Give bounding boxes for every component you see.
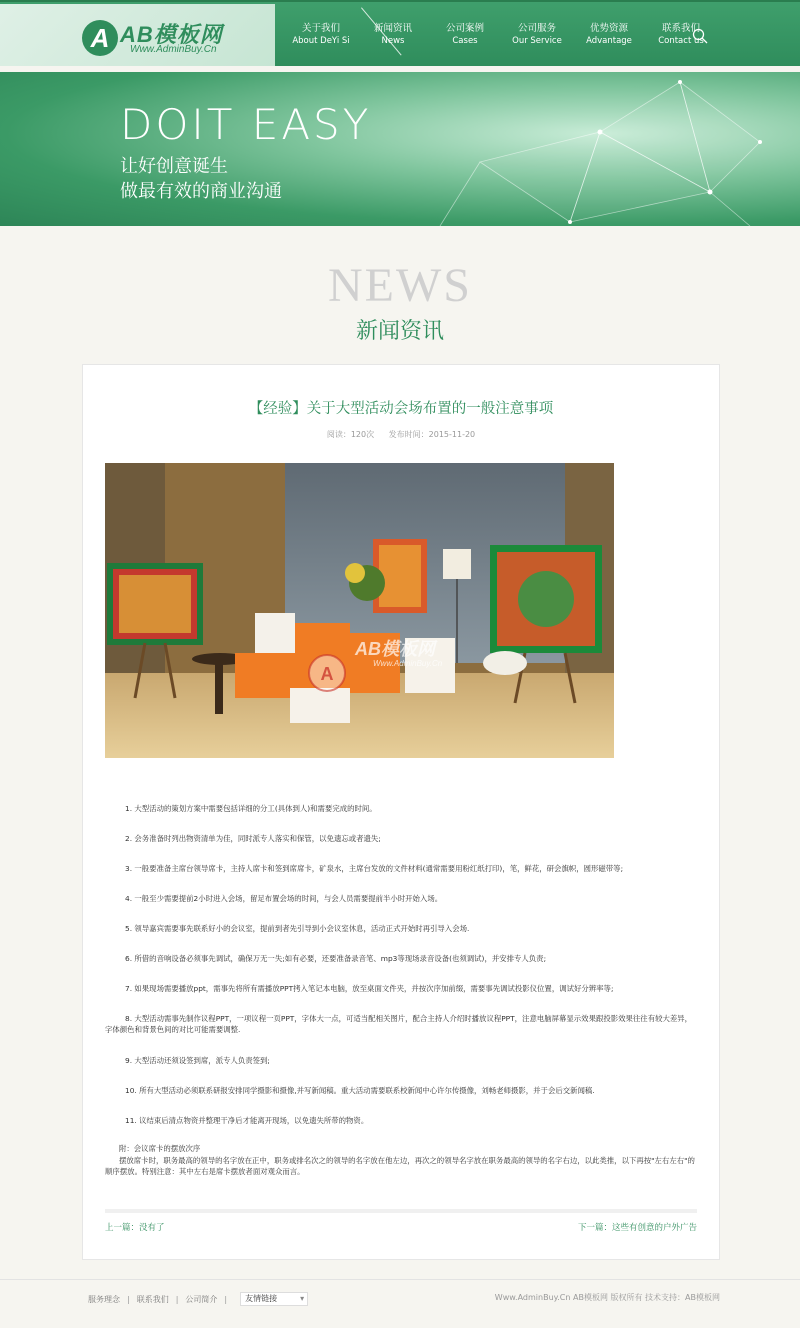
- nav-advantage[interactable]: [573, 2, 645, 66]
- article-paragraph: 11. 议结束后清点物资并整理干净后才能离开现场，以免遗失所带的物资。: [125, 1116, 369, 1125]
- nav-label-zh: 优势资源: [589, 23, 628, 34]
- footer-links: [88, 1292, 308, 1306]
- footer-link-about[interactable]: 公司简介: [185, 1294, 218, 1304]
- article-paragraph: 7. 如果现场需要播放ppt，需事先将所有需播放PPT拷入笔记本电脑，放至桌面文件夹，并按次序加前缀，需要事先调试投影仪位置，调试好分辨率等;: [125, 984, 614, 993]
- article-title: 【经验】关于大型活动会场布置的一般注意事项: [248, 401, 554, 417]
- article-paragraph: 4. 一般至少需要提前2小时进入会场，留足布置会场的时间，与会人员需要提前半小时开始入场。: [125, 894, 443, 903]
- article-paragraph: 8. 大型活动需事先制作议程PPT，一项议程一页PPT，字体大一点，可适当配相关图片，配合主持人介绍时播放议程PPT，注意电脑屏幕显示效果跟投影效果往往有较大差异，字体颜色和背景色间的对比可能需要调整.: [105, 1014, 693, 1034]
- article-image: [105, 463, 614, 758]
- nav-label-en: Contact us: [658, 36, 704, 46]
- nav-label-zh: 公司服务: [517, 23, 556, 34]
- nav-label-en: News: [381, 36, 405, 46]
- main-nav: [285, 2, 717, 66]
- logo-title: AB模板网: [120, 22, 223, 47]
- separator: |: [127, 1294, 130, 1304]
- nav-cases[interactable]: [429, 2, 501, 66]
- nav-label-zh: 新闻资讯: [373, 23, 412, 34]
- logo-subtitle: Www.AdminBuy.Cn: [130, 44, 217, 55]
- separator: |: [175, 1294, 179, 1304]
- copyright: Www.AdminBuy.Cn AB模板网 版权所有 技术支持：AB模板网: [494, 1293, 720, 1302]
- footer-divider: [0, 1279, 800, 1280]
- friend-links-select[interactable]: 友情链接 ▾: [240, 1292, 308, 1306]
- article-card: [82, 364, 720, 1260]
- search-icon[interactable]: [692, 28, 708, 44]
- section-title-zh: 新闻资讯: [355, 319, 444, 344]
- nav-news[interactable]: [357, 2, 429, 66]
- svg-text:A: A: [320, 664, 334, 684]
- next-article-link[interactable]: 下一篇：这些有创意的户外广告: [577, 1223, 697, 1233]
- separator: |: [224, 1294, 228, 1304]
- article-paragraph: 5. 领导嘉宾需要事先联系好小的会议室，提前到者先引导到小会议室休息，活动正式开始时再引导入会场.: [125, 924, 470, 933]
- hero-banner: [0, 72, 800, 226]
- article-date: 发布时间：2015-11-20: [388, 430, 476, 439]
- divider: [105, 1209, 697, 1213]
- section-title-en: NEWS: [328, 259, 472, 312]
- article-paragraph: 1. 大型活动的策划方案中需要包括详细的分工(具体到人)和需要完成的时间。: [125, 804, 377, 813]
- exhibition-photo: [105, 463, 614, 758]
- article-paragraph: 2. 会务准备时列出物资清单为佳，同时派专人落实和保管，以免遗忘或者遗失;: [125, 834, 381, 843]
- article-paragraph: 3. 一般要准备主席台领导席卡，主持人席卡和签到席席卡，矿泉水，主席台发放的文件材料(通常需要用粉红纸打印)，笔，鲜花，研会旗帜，圆形磁带等;: [125, 864, 624, 873]
- watermark-text: AB模板网: [355, 639, 435, 659]
- watermark-subtext: Www.AdminBuy.Cn: [373, 659, 443, 668]
- nav-label-en: About DeYi Si: [292, 36, 350, 46]
- article-paragraph: 摆放席卡时，职务最高的领导的名字放在正中，职务或排名次之的领导的名字放在他左边，再次之的领导名字放在职务最高的领导的名字右边，以此类推，以下再按"左右左右"的顺序摆放。特别注意：其中左右是席卡摆放者面对观众而言。: [105, 1156, 695, 1176]
- nav-label-zh: 联系我们: [661, 23, 700, 34]
- nav-label-en: Advantage: [586, 36, 632, 46]
- article-views: 阅读：120次: [326, 430, 375, 439]
- article-paragraph: 6. 所借的音响设备必须事先调试，确保万无一失;如有必要，还要准备录音笔、mp3等现场录音设备(也须调试)，并安排专人负责;: [125, 954, 547, 963]
- geometric-decoration: [420, 72, 800, 226]
- banner-title: DOIT EASY: [120, 100, 372, 149]
- nav-label-en: Cases: [452, 36, 478, 46]
- logo[interactable]: [0, 4, 275, 66]
- article-note-heading: 附：会议席卡的摆放次序: [119, 1144, 201, 1153]
- banner-slogan-2: 做最有效的商业沟通: [120, 181, 282, 202]
- article-meta: [83, 429, 719, 440]
- nav-label-en: Our Service: [512, 36, 562, 46]
- footer-link-contact[interactable]: 联系我们: [136, 1294, 169, 1304]
- article-paragraph: 10. 所有大型活动必须联系研报安排同学摄影和摄像,并写新闻稿。重大活动需要联系校新闻中心许尔传摄像，刘畅老师摄影，并于会后交新闻稿.: [125, 1086, 595, 1095]
- banner-slogan-1: 让好创意诞生: [120, 156, 228, 177]
- nav-service[interactable]: [501, 2, 573, 66]
- logo-mark: A: [82, 20, 118, 56]
- footer-link-service[interactable]: 服务理念: [88, 1294, 120, 1304]
- prev-article-link[interactable]: 上一篇：没有了: [105, 1223, 165, 1233]
- nav-label-zh: 公司案例: [445, 23, 484, 34]
- nav-about[interactable]: [285, 2, 357, 66]
- article-paragraph: 9. 大型活动还须设签到席，派专人负责签到;: [125, 1056, 270, 1065]
- site-header: [0, 0, 800, 66]
- nav-label-zh: 关于我们: [301, 23, 340, 34]
